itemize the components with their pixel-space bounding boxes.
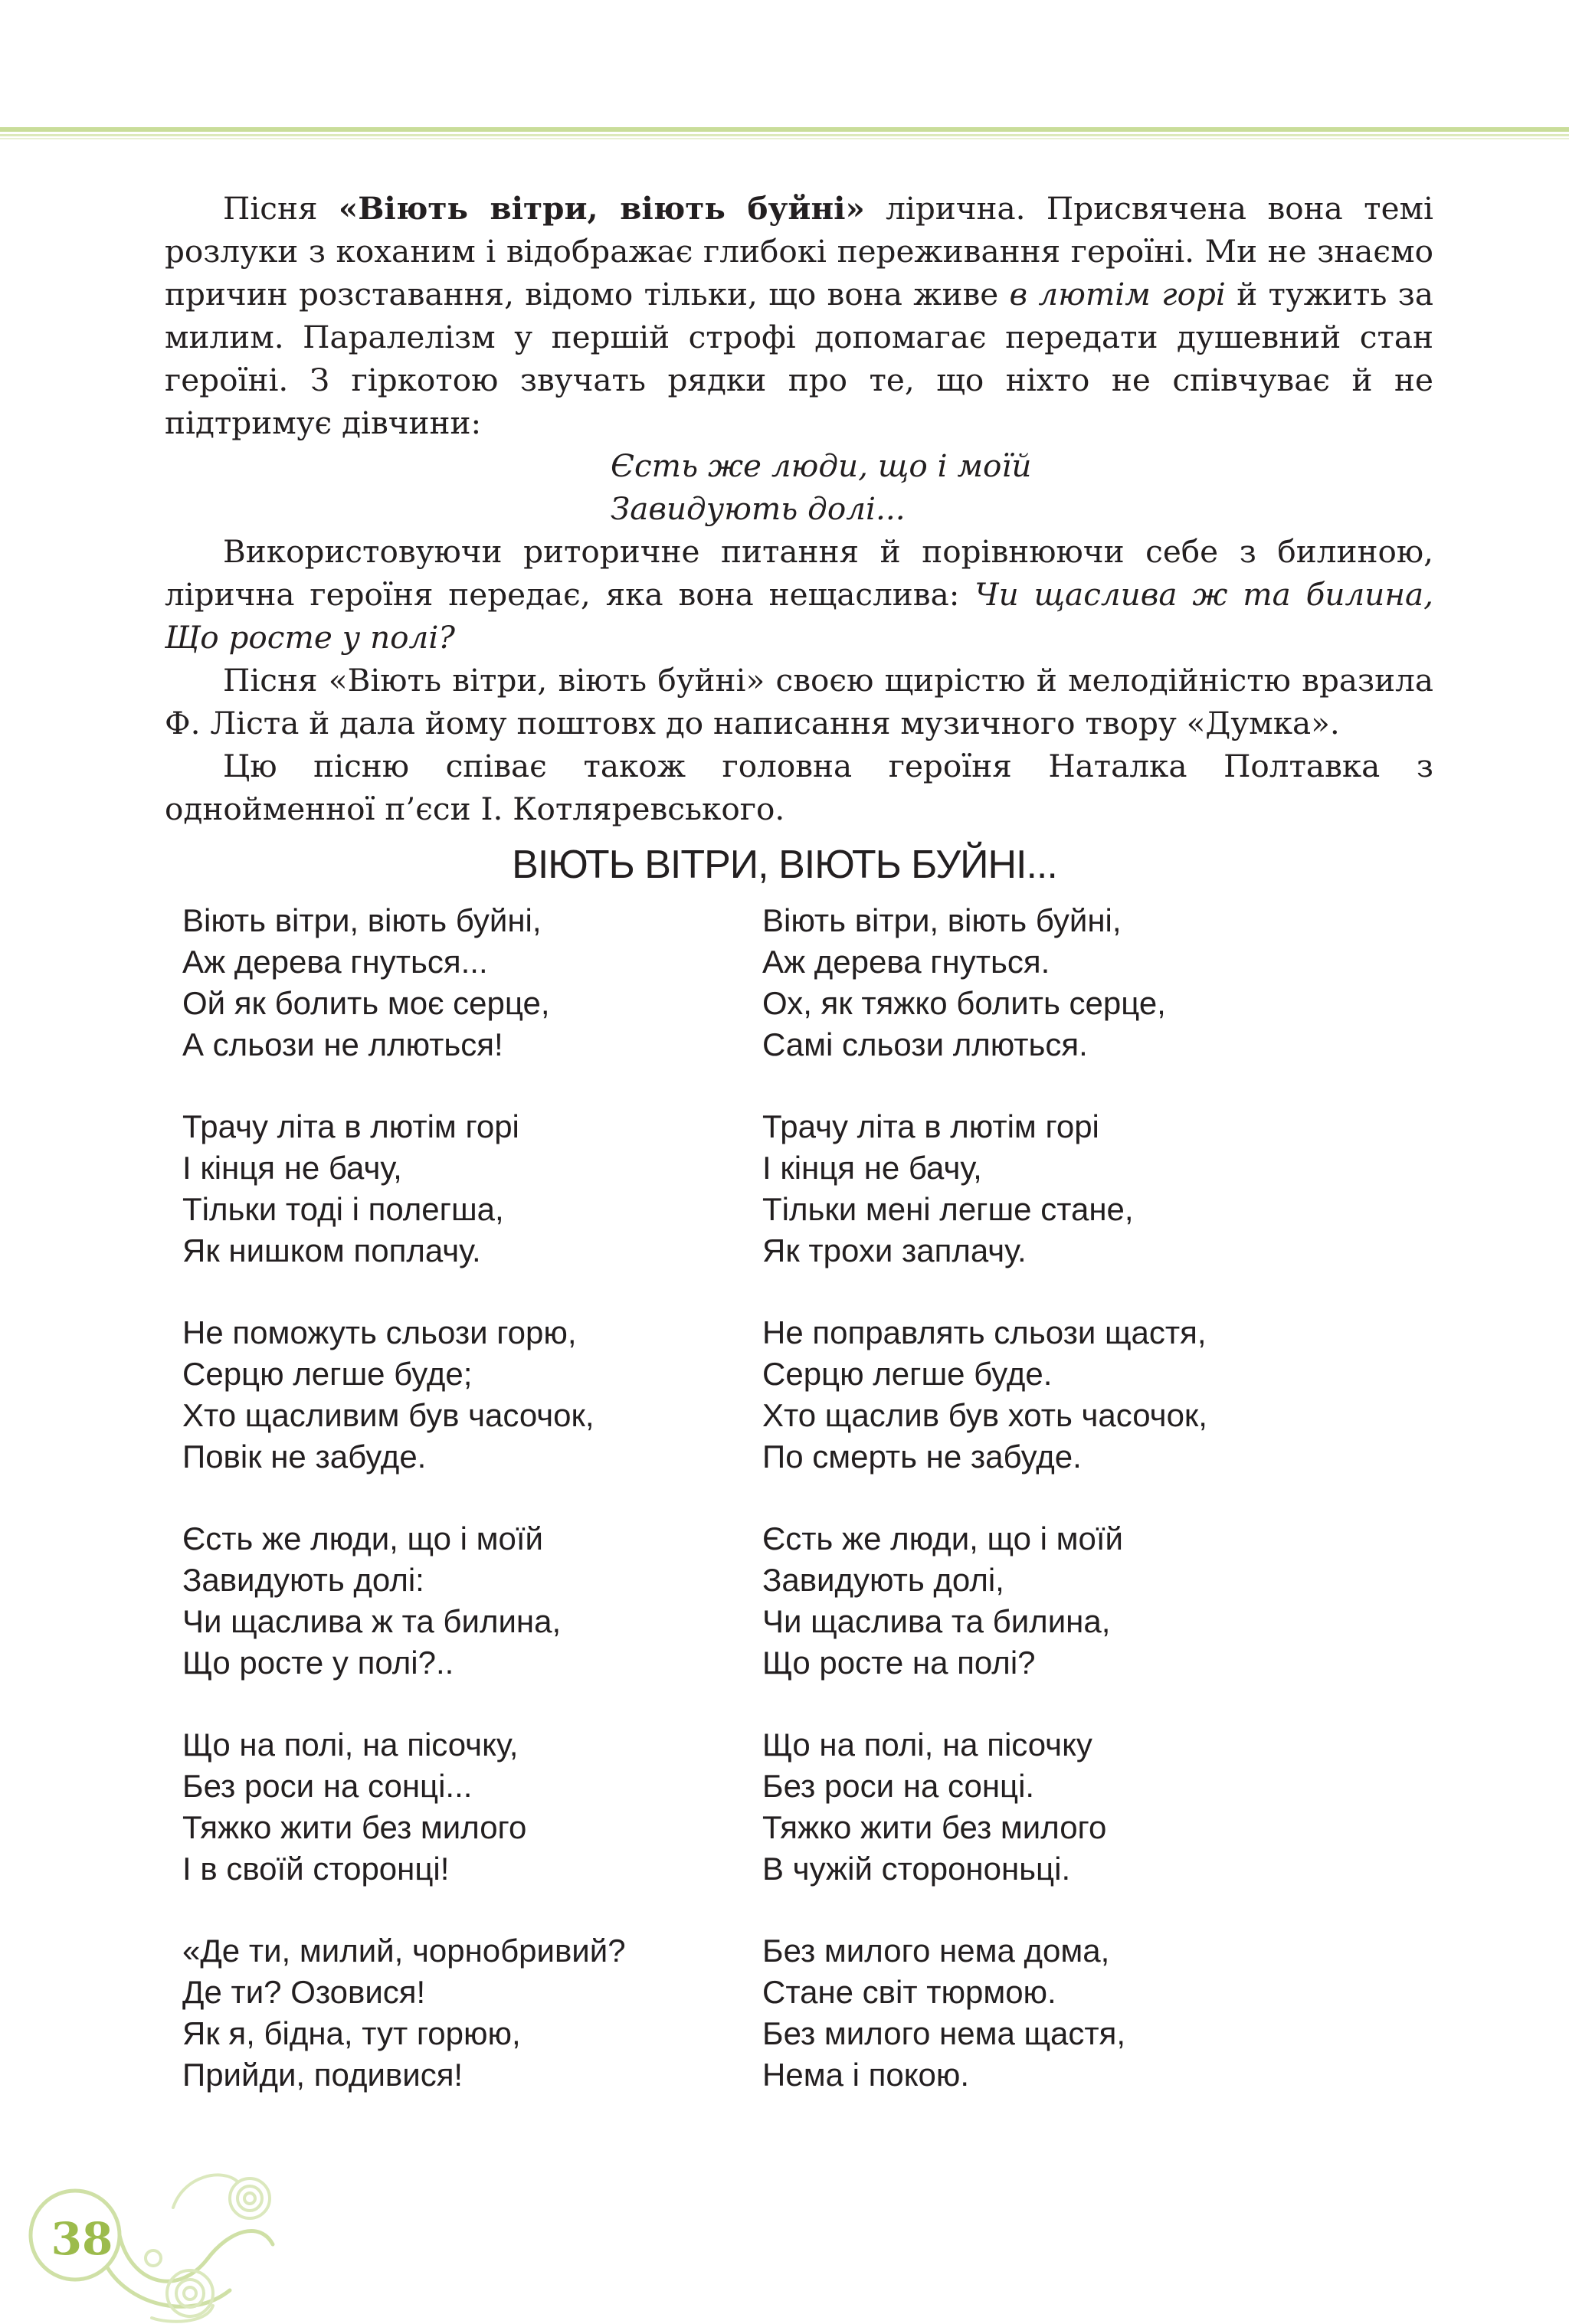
lyric-line: Стане світ тюрмою. [762, 1974, 1056, 2010]
quote-line: Єсть же люди, що і моїй [611, 447, 1032, 484]
stanza [182, 1106, 749, 1272]
song-version-left [182, 900, 749, 2136]
stanza [182, 1724, 749, 1890]
lyric-line: А сльози не ллються! [182, 1026, 503, 1062]
stanza [182, 1930, 749, 2096]
lyric-line: І в своїй сторонці! [182, 1851, 450, 1887]
song-heading: ВІЮТЬ ВІТРИ, ВІЮТЬ БУЙНІ... [512, 843, 1057, 887]
lyric-line: Як я, бідна, тут горюю, [182, 2015, 521, 2051]
lyric-line: Тяжко жити без милого [182, 1809, 527, 1845]
lyric-line: Без милого нема дома, [762, 1933, 1110, 1969]
stanza [182, 1518, 749, 1684]
p1-italic-phrase: в лютім горі [1009, 276, 1226, 313]
lyric-line: Що на полі, на пісочку, [182, 1727, 519, 1763]
lyric-line: Чи щаслива ж та билина, [182, 1603, 562, 1639]
lyric-line: Без милого нема щастя, [762, 2015, 1126, 2051]
lyric-line: Тільки мені легше стане, [762, 1191, 1134, 1227]
lyric-line: Віють вітри, віють буйні, [762, 902, 1122, 938]
song-version-right [762, 900, 1345, 2136]
p1-text-c: лірична. Присвячена вона темі розлуки з коханим і відображає глибокі переживання героїні. Ми не знаємо причин розставання, відомо тільки, що вона живе [165, 190, 1433, 313]
lyric-line: І кінця не бачу, [762, 1150, 982, 1186]
lyric-line: Без роси на сонці... [182, 1768, 473, 1804]
paragraph-3: Пісня «Віють вітри, віють буйні» своєю щирістю й мелодійністю вразила Ф. Ліста й дала йому поштовх до написання музичного твору «Думка». [165, 662, 1433, 741]
lyric-line: Завидують долі: [182, 1562, 424, 1598]
p2-italic-quote: Чи щаслива ж та билина, Що росте у полі? [165, 576, 1434, 656]
lyric-line: Нема і покою. [762, 2057, 970, 2093]
lyric-line: Тяжко жити без милого [762, 1809, 1107, 1845]
lyric-line: Як трохи заплачу. [762, 1232, 1027, 1268]
paragraph-4: Цю пісню співає також головна героїня Наталка Полтавка з однойменної п’єси І. Котляревського. [165, 748, 1433, 827]
stanza [762, 1724, 1345, 1890]
lyric-line: Трачу літа в лютім горі [182, 1108, 519, 1144]
lyric-line: Ой як болить моє серце, [182, 985, 550, 1021]
lyric-line: Що росте у полі?.. [182, 1645, 454, 1681]
lyric-line: «Де ти, милий, чорнобривий? [182, 1933, 626, 1969]
stanza [762, 1930, 1345, 2096]
p1-text-a: Пісня [223, 190, 339, 227]
lyric-line: Аж дерева гнуться. [762, 944, 1050, 980]
p2-text-a: Використовуючи риторичне питання й порівнюючи себе з билиною, лірична героїня передає, яка вона нещаслива: [165, 533, 1433, 613]
paragraph-2 [165, 530, 1433, 659]
lyric-line: Тільки тоді і полегша, [182, 1191, 504, 1227]
lyric-line: Де ти? Озовися! [182, 1974, 426, 2010]
lyric-line: Не поможуть сльози горю, [182, 1314, 577, 1350]
stanza [762, 1312, 1345, 1478]
lyric-line: Хто щасливим був часочок, [182, 1397, 595, 1433]
stanza [762, 1106, 1345, 1272]
stanza [182, 1312, 749, 1478]
lyric-line: Ох, як тяжко болить серце, [762, 985, 1166, 1021]
lyric-line: Віють вітри, віють буйні, [182, 902, 542, 938]
lyric-line: Серцю легше буде; [182, 1356, 473, 1392]
quote-line: Завидують долі... [611, 490, 906, 527]
lyric-line: В чужій сторононьці. [762, 1851, 1071, 1887]
lyric-line: Трачу літа в лютім горі [762, 1108, 1099, 1144]
body-text [165, 187, 1433, 830]
lyric-line: Чи щаслива та билина, [762, 1603, 1111, 1639]
lyric-line: Єсть же люди, що і моїй [762, 1520, 1123, 1556]
lyric-line: Єсть же люди, що і моїй [182, 1520, 543, 1556]
stanza [182, 900, 749, 1065]
lyric-line: Аж дерева гнуться... [182, 944, 488, 980]
lyric-line: Без роси на сонці. [762, 1768, 1035, 1804]
lyric-line: Хто щаслив був хоть часочок, [762, 1397, 1207, 1433]
p1-text-e: й тужить за милим. Паралелізм у першій строфі допомагає передати душевний стан героїні. З гіркотою звучать рядки про те, що ніхто не співчуває й не підтримує дівчини: [165, 276, 1433, 441]
lyric-line: Повік не забуде. [182, 1439, 427, 1475]
lyric-line: Самі сльози ллються. [762, 1026, 1088, 1062]
song-title-inline: «Віють вітри, віють буйні» [338, 190, 865, 227]
lyric-line: Що на полі, на пісочку [762, 1727, 1092, 1763]
lyric-line: І кінця не бачу, [182, 1150, 402, 1186]
page-number: 38 [51, 2213, 113, 2265]
lyric-line: Не поправлять сльози щастя, [762, 1314, 1207, 1350]
stanza [762, 900, 1345, 1065]
lyric-line: Серцю легше буде. [762, 1356, 1053, 1392]
lyric-line: Як нишком поплачу. [182, 1232, 481, 1268]
lyric-line: Завидують долі, [762, 1562, 1004, 1598]
lyric-line: По смерть не забуде. [762, 1439, 1082, 1475]
lyric-line: Прийди, подивися! [182, 2057, 463, 2093]
lyric-line: Що росте на полі? [762, 1645, 1036, 1681]
paragraph-1 [165, 187, 1433, 444]
inline-quote [611, 444, 1433, 530]
header-decorative-rule [0, 127, 1569, 141]
stanza [762, 1518, 1345, 1684]
